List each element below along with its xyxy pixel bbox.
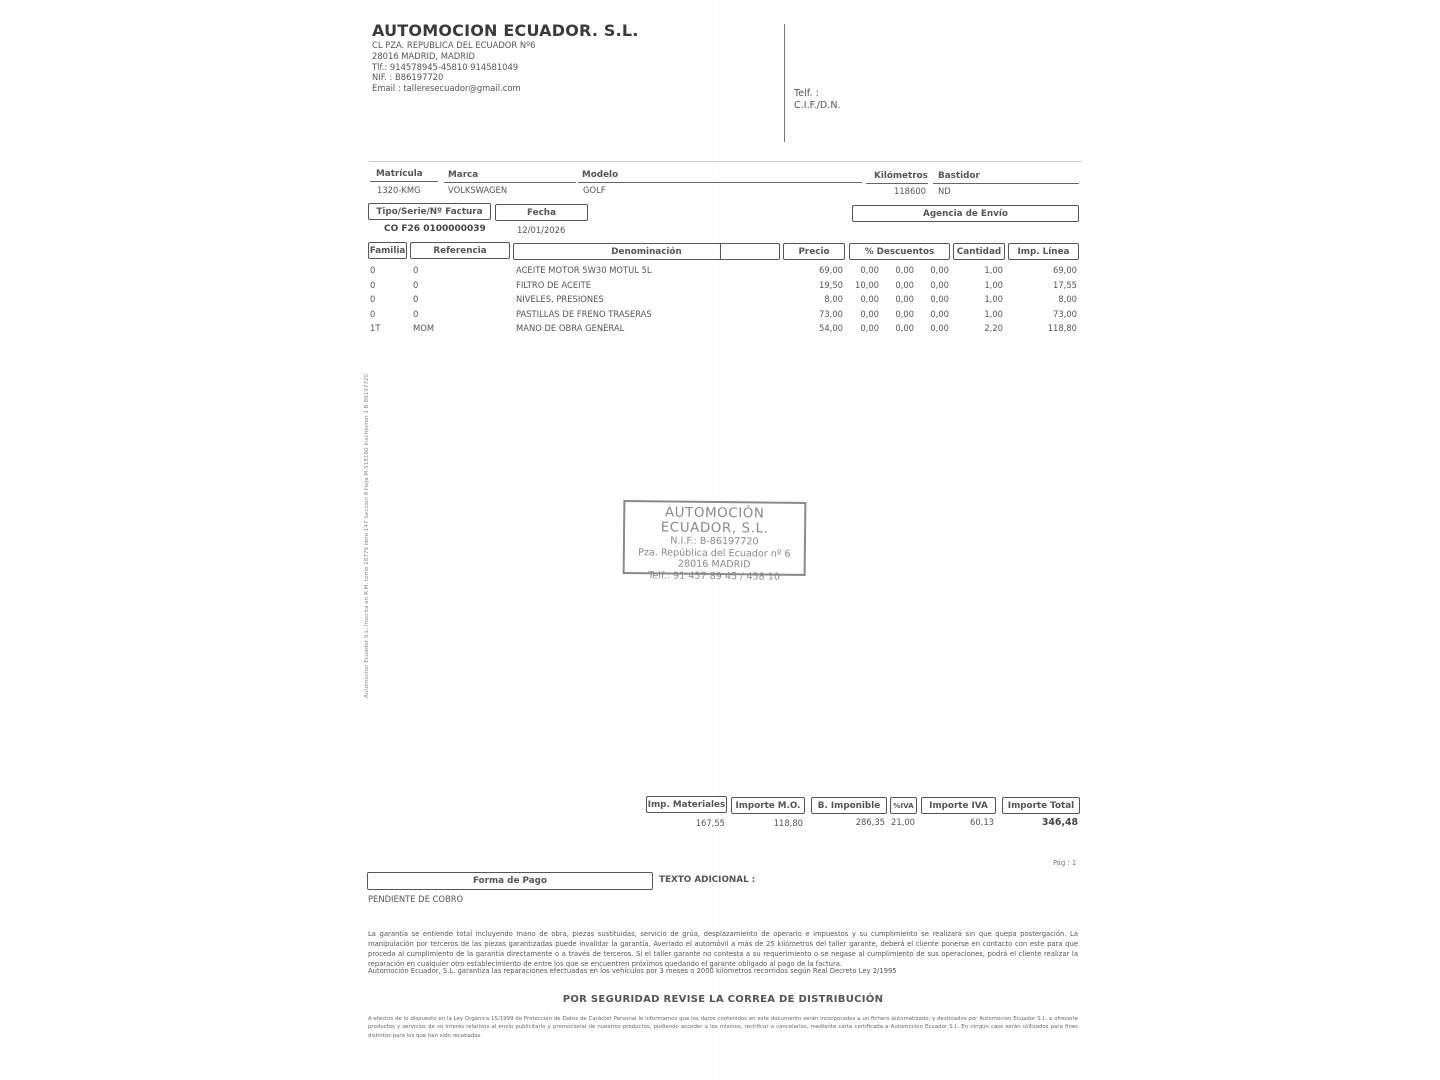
modelo-underline (578, 182, 862, 183)
invoice-date-value: 12/01/2026 (517, 225, 566, 235)
stamp-line-1: AUTOMOCIÓN ECUADOR, S.L. (660, 505, 769, 537)
bastidor-underline (933, 183, 1079, 184)
col-imp-linea: Imp. Línea (1008, 243, 1079, 260)
row-imp-linea: 17,55 (1053, 280, 1077, 290)
row-imp-linea: 8,00 (1058, 294, 1077, 304)
row-cantidad: 1,00 (984, 309, 1003, 319)
row-descuento-3: 0,00 (930, 323, 949, 333)
row-familia: 0 (370, 280, 376, 290)
importe-total-value: 346,48 (1041, 817, 1078, 828)
row-denominacion: FILTRO DE ACEITE (516, 280, 591, 290)
col-descuentos: % Descuentos (849, 243, 950, 260)
company-address-2: 28016 MADRID, MADRID (372, 51, 475, 61)
page-number: Pág : 1 (1053, 859, 1077, 867)
row-precio: 54,00 (819, 323, 843, 333)
stamp-line-2: N.I.F.: B-86197720 (670, 535, 759, 548)
modelo-label: Modelo (582, 170, 619, 180)
section-divider (369, 161, 1082, 162)
row-descuento-2: 0,00 (895, 280, 914, 290)
row-cantidad: 1,00 (984, 294, 1003, 304)
row-descuento-3: 0,00 (930, 265, 949, 275)
bastidor-value: ND (938, 186, 951, 196)
client-telf-label: Telf. : (794, 88, 819, 99)
row-familia: 0 (370, 265, 376, 275)
marca-underline (444, 182, 576, 183)
total-materiales-label: Imp. Materiales (646, 796, 727, 813)
company-phone: Tlf.: 914578945-45810 914581049 (372, 62, 519, 72)
forma-pago-value: PENDIENTE DE COBRO (368, 894, 464, 904)
importe-iva-value: 60,13 (970, 817, 994, 827)
header-divider (784, 24, 785, 142)
base-imponible-value: 286,35 (855, 817, 885, 827)
invoice-number-label: Tipo/Serie/Nº Factura (368, 203, 491, 220)
warranty-text-2: Automoción Ecuador, S.L. garantiza las reparaciones efectuadas en los vehículos por 3 meses o 2000 kilómetros recorridos según Real Decreto Ley 2/1995 (368, 967, 897, 975)
row-cantidad: 1,00 (984, 265, 1003, 275)
total-mo-value: 118,80 (773, 818, 803, 828)
company-stamp (623, 500, 807, 583)
company-address-1: CL PZA. REPUBLICA DEL ECUADOR Nº6 (372, 40, 536, 50)
matricula-label: Matrícula (376, 169, 423, 179)
security-notice: POR SEGURIDAD REVISE LA CORREA DE DISTRIBUCIÓN (562, 994, 884, 1005)
agencia-envio-label: Agencia de Envío (852, 205, 1079, 222)
row-descuento-3: 0,00 (930, 280, 949, 290)
forma-pago-label: Forma de Pago (367, 872, 653, 890)
row-cantidad: 1,00 (984, 280, 1003, 290)
company-nif: NIF. : B86197720 (372, 72, 444, 82)
iva-pct-value: 21,00 (891, 817, 915, 827)
row-denominacion: NIVELES, PRESIONES (516, 294, 604, 304)
row-referencia: 0 (413, 265, 419, 275)
company-email: Email : talleresecuador@gmail.com (372, 83, 521, 93)
row-descuento-2: 0,00 (895, 294, 914, 304)
row-denominacion: PASTILLAS DE FRENO TRASERAS (516, 309, 652, 319)
row-imp-linea: 73,00 (1053, 309, 1077, 319)
row-cantidad: 2,20 (984, 323, 1003, 333)
row-familia: 1T (370, 323, 381, 333)
row-descuento-3: 0,00 (930, 294, 949, 304)
row-precio: 73,00 (819, 309, 843, 319)
base-imponible-label: B. Imponible (811, 797, 887, 814)
registry-side-text: Automocion Ecuador S.L. Inscrita en R.M. tomo 28779 libro 147 Seccion 8 Hoja M-518160 Inscripcion 1 B-86197720 (364, 373, 370, 698)
row-descuento-2: 0,00 (895, 265, 914, 275)
col-familia: Familia (368, 242, 407, 259)
row-familia: 0 (370, 294, 376, 304)
total-mo-label: Importe M.O. (731, 797, 805, 814)
warranty-text: La garantía se entiende total incluyendo mano de obra, piezas sustituidas, servicio de grúa, desplazamiento de operario e impuestos y su cumplimiento se realizará sin que quepa postergación. La manipulación por terceros de las piezas garantizadas puede invalidar la garantía. Averiado el automóvil a más de 25 kilómetros del taller garante, deberá el cliente ponerse en contacto con este para que proceda al cumplimiento de la garantía directamente o a través de terceros. Si el taller garante no contesta a su requerimiento o se negase al cumplimiento de sus operaciones, podrá el cliente realizar la reparación en cualquier otro establecimiento de entre los que se encuentren próximos quedando el garante obligado al pago de la factura. (368, 930, 1078, 968)
row-descuento-1: 0,00 (860, 323, 879, 333)
km-underline (866, 183, 928, 184)
col-referencia: Referencia (410, 242, 510, 259)
row-descuento-2: 0,00 (895, 309, 914, 319)
row-imp-linea: 118,80 (1047, 323, 1077, 333)
company-name: AUTOMOCION ECUADOR. S.L. (372, 21, 639, 40)
marca-label: Marca (448, 170, 479, 180)
row-imp-linea: 69,00 (1053, 265, 1077, 275)
stamp-line-5: Telf.: 91 457 89 45 / 458 10 (648, 569, 781, 583)
privacy-text: A efectos de lo dispuesto en la Ley Orgánica 15/1999 de Protección de Datos de Carácter Personal le informamos que los datos contenidos en este documento serán incorporados a un fichero automatizado, y destinados por Automocion Ecuador S.L. a ofrecerle productos y servicios de su interés relativos al envío publicitario y promocional de nuestros productos, pudiendo acceder a los mismos, rectificar o cancelarlos, mediante carta certificada a Automocion Ecuador S.L. En ningún caso serán utilizados para fines distintos para los que han sido recabados. (368, 1016, 1078, 1039)
stamp-line-3: Pza. República del Ecuador nº 6 (638, 546, 791, 560)
total-materiales-value: 167,55 (695, 818, 725, 828)
col-precio: Precio (783, 243, 845, 260)
row-referencia: 0 (413, 294, 419, 304)
invoice-date-label: Fecha (495, 204, 588, 221)
row-descuento-2: 0,00 (895, 323, 914, 333)
row-referencia: 0 (413, 280, 419, 290)
client-cif-label: C.I.F./D.N. (794, 100, 841, 111)
row-denominacion: ACEITE MOTOR 5W30 MOTUL 5L (516, 265, 652, 275)
row-descuento-1: 0,00 (860, 309, 879, 319)
row-denominacion: MANO DE OBRA GENERAL (516, 323, 625, 333)
row-precio: 69,00 (819, 265, 843, 275)
row-descuento-1: 10,00 (855, 280, 879, 290)
bastidor-label: Bastidor (938, 171, 980, 181)
importe-iva-label: Importe IVA (921, 797, 996, 814)
row-descuento-3: 0,00 (930, 309, 949, 319)
row-referencia: MOM (413, 323, 435, 333)
marca-value: VOLKSWAGEN (448, 185, 508, 195)
modelo-value: GOLF (583, 185, 606, 195)
col-denominacion: Denominación (513, 243, 780, 260)
stamp-line-4: 28016 MADRID (677, 558, 751, 571)
denominacion-inner-divider (720, 243, 721, 260)
col-cantidad: Cantidad (953, 243, 1005, 260)
km-value: 118600 (894, 186, 926, 196)
row-precio: 19,50 (819, 280, 843, 290)
importe-total-label: Importe Total (1002, 797, 1080, 814)
texto-adicional-label: TEXTO ADICIONAL : (659, 875, 756, 885)
row-descuento-1: 0,00 (860, 265, 879, 275)
row-precio: 8,00 (824, 294, 843, 304)
invoice-number-value: CO F26 0100000039 (384, 224, 486, 234)
matricula-underline (370, 181, 438, 182)
km-label: Kilómetros (874, 171, 928, 181)
row-descuento-1: 0,00 (860, 294, 879, 304)
iva-pct-label: %IVA (890, 797, 917, 814)
row-referencia: 0 (413, 309, 419, 319)
row-familia: 0 (370, 309, 376, 319)
matricula-value: 1320-KMG (377, 185, 421, 195)
